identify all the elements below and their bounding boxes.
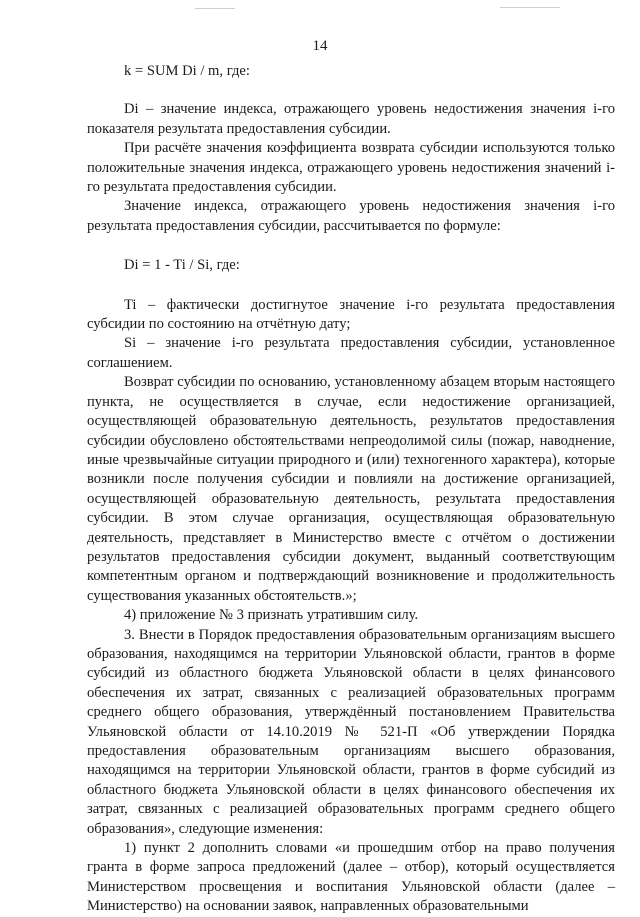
paragraph: Ti – фактически достигнутое значение i-го результата предоставления субсидии по состоянию на отчётную дату;	[87, 296, 615, 333]
paragraph: Значение индекса, отражающего уровень недостижения значения i-го результата предоставления субсидии, рассчитывается по формуле:	[87, 198, 615, 234]
paragraph: При расчёте значения коэффициента возврата субсидии используются только положительные значения индекса, отражающего уровень недостижения значений i-го результата предоставления субсидии.	[87, 140, 615, 196]
document-body	[87, 62, 615, 917]
page-number: 14	[312, 38, 328, 54]
paragraph: 4) приложение № 3 признать утратившим силу.	[124, 607, 419, 624]
paragraph: Si – значение i-го результата предоставления субсидии, установленное соглашением.	[87, 335, 615, 371]
scan-artifact	[195, 8, 235, 9]
scan-artifact	[500, 7, 560, 8]
paragraph: 1) пункт 2 дополнить словами «и прошедшим отбор на право получения гранта в форме запроса предложений (далее – отбор), который осуществляется Министерством просвещения и воспитания Ульяновской области (далее – Министерство) на основании заявок, направленных образовательными	[87, 840, 615, 915]
paragraph: Возврат субсидии по основанию, установленному абзацем вторым настоящего пункта, не осуществляется в случае, если недостижение организацией, осуществляющей образовательную деятельность, результатов предоставления субсидии обусловлено обстоятельствами непреодолимой силы (пожар, наводнение, иные чрезвычайные ситуации природного и (или) техногенного характера), которые возникли после получения субсидии и повлияли на достижение организацией, осуществляющей образовательную деятельность, результата предоставления субсидии. В этом случае организация, осуществляющая образовательную деятельность, представляет в Министерство вместе с отчётом о достижении результатов предоставления субсидии документ, выданный соответствующим компетентным органом и подтверждающий возникновение и продолжительность существования указанных обстоятельств.»;	[87, 374, 615, 604]
paragraph: Di – значение индекса, отражающего уровень недостижения значения i-го показателя результата предоставления субсидии.	[87, 101, 615, 137]
paragraph: 3. Внести в Порядок предоставления образовательным организациям высшего образования, находящимся на территории Ульяновской области, грантов в форме субсидий из областного бюджета Ульяновской области в целях финансового обеспечения их затрат, связанных с реализацией образовательных программ среднего общего образования, утверждённый постановлением Правительства Ульяновской области от 14.10.2019 № 521-П «Об утверждении Порядка предоставления образовательным организациям высшего образования, находящимся на территории Ульяновской области, грантов в форме субсидий из областного бюджета Ульяновской области в целях финансового обеспечения их затрат, связанных с реализацией образовательных программ среднего общего образования», следующие изменения:	[87, 626, 615, 837]
formula-k: k = SUM Di / m, где:	[124, 63, 250, 79]
formula-di: Di = 1 - Ti / Si, где:	[124, 257, 240, 274]
